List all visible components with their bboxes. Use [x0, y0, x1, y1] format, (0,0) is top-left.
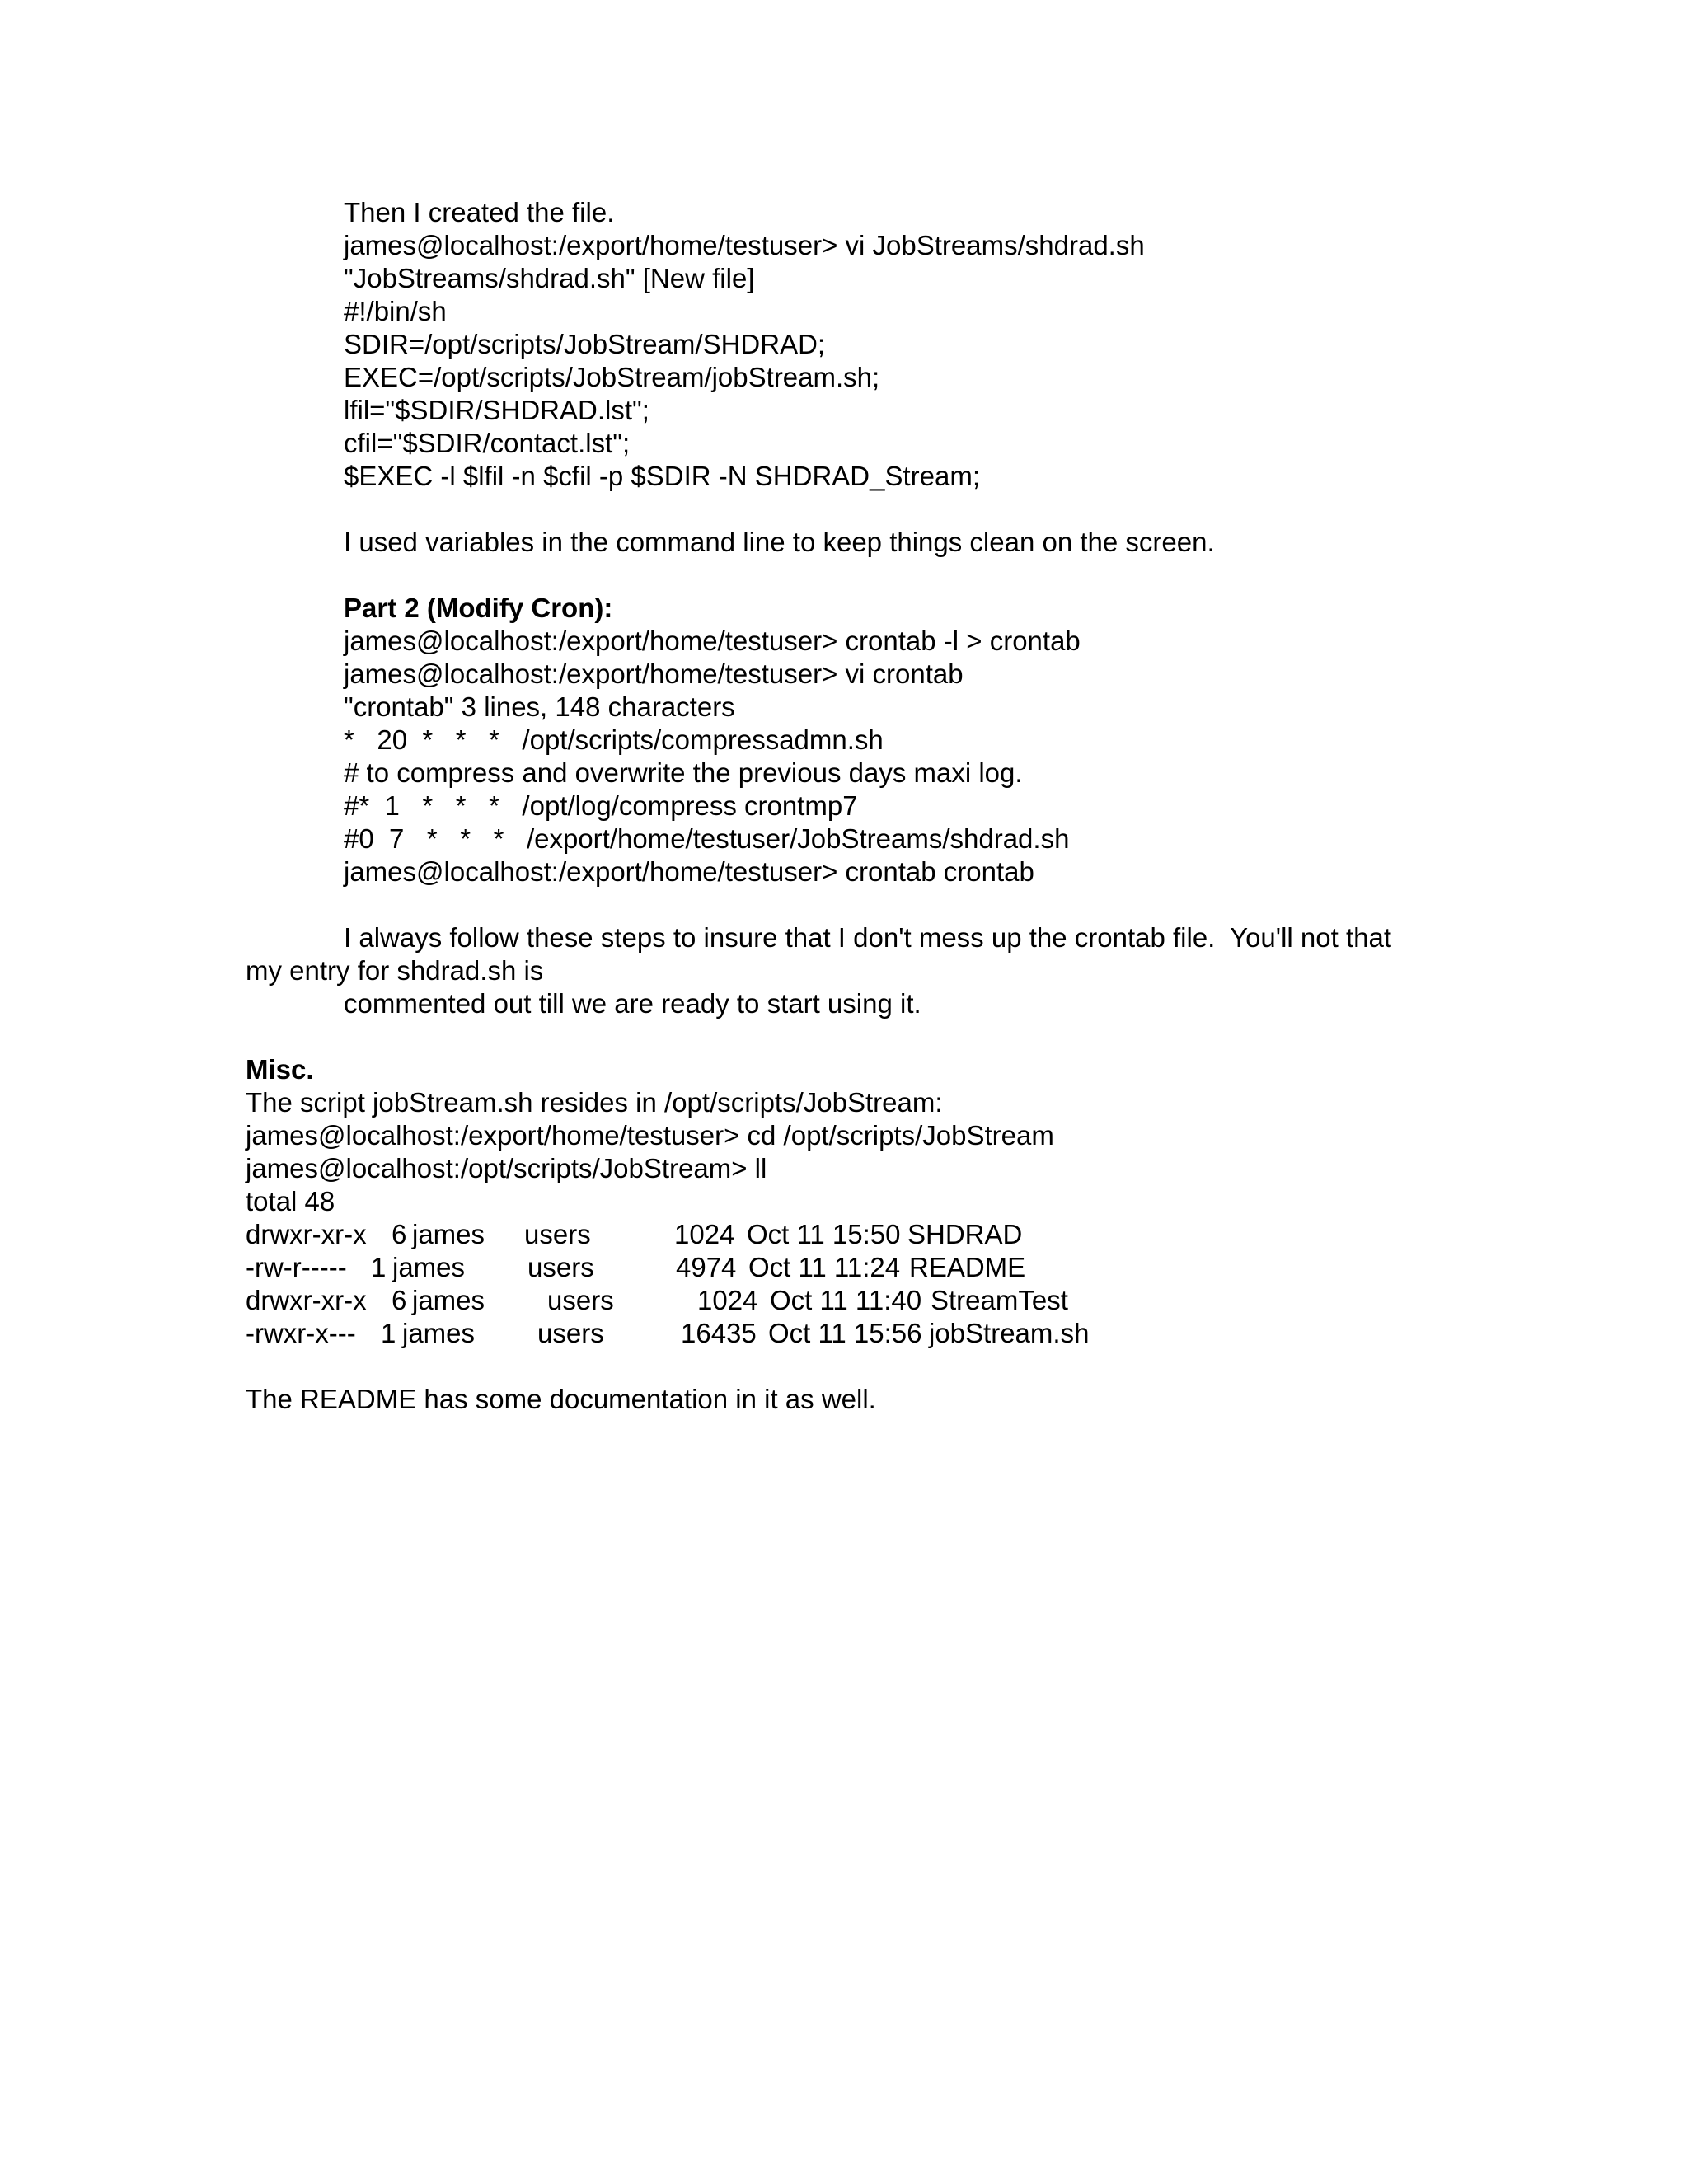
- listing-perms: drwxr-xr-x: [246, 1285, 367, 1315]
- script-line: cfil="$SDIR/contact.lst";: [344, 428, 631, 458]
- listing-size: 1024: [697, 1285, 758, 1315]
- listing-group: users: [528, 1252, 594, 1282]
- listing-owner: james: [402, 1318, 476, 1348]
- listing-perms: drwxr-xr-x: [246, 1219, 367, 1249]
- crontab-paragraph-line2: my entry for shdrad.sh is: [246, 955, 544, 986]
- listing-date: Oct 11 11:40: [770, 1285, 922, 1315]
- misc-line: The script jobStream.sh resides in /opt/scripts/JobStream:: [246, 1087, 943, 1118]
- misc-line: james@localhost:/opt/scripts/JobStream> ll: [246, 1153, 767, 1183]
- cron-line: james@localhost:/export/home/testuser> crontab -l > crontab: [344, 626, 1081, 656]
- script-line: $EXEC -l $lfil -n $cfil -p $SDIR -N SHDRAD_Stream;: [344, 461, 981, 491]
- script-line: #!/bin/sh: [344, 296, 447, 326]
- new-file-status: "JobStreams/shdrad.sh" [New file]: [344, 263, 755, 293]
- listing-owner: james: [392, 1252, 466, 1282]
- intro-text: Then I created the file.: [344, 197, 615, 227]
- listing-name: StreamTest: [931, 1285, 1068, 1315]
- listing-date: Oct 11 15:56: [768, 1318, 922, 1348]
- listing-links: 1: [381, 1318, 396, 1348]
- script-line: SDIR=/opt/scripts/JobStream/SHDRAD;: [344, 329, 826, 359]
- misc-line: total 48: [246, 1186, 335, 1216]
- listing-name: jobStream.sh: [929, 1318, 1090, 1348]
- vi-command-line: james@localhost:/export/home/testuser> vi JobStreams/shdrad.sh: [344, 230, 1145, 260]
- listing-group: users: [524, 1219, 591, 1249]
- listing-size: 1024: [674, 1219, 735, 1249]
- listing-perms: -rwxr-x---: [246, 1318, 356, 1348]
- part2-heading: Part 2 (Modify Cron):: [344, 593, 613, 623]
- cron-line: #0 7 * * * /export/home/testuser/JobStreams/shdrad.sh: [344, 823, 1070, 854]
- listing-group: users: [547, 1285, 614, 1315]
- cron-line: james@localhost:/export/home/testuser> vi crontab: [344, 658, 964, 689]
- listing-links: 6: [392, 1285, 407, 1315]
- cron-line: #* 1 * * * /opt/log/compress crontmp7: [344, 790, 858, 821]
- listing-size: 16435: [681, 1318, 757, 1348]
- listing-perms: -rw-r-----: [246, 1252, 347, 1282]
- listing-owner: james: [412, 1285, 485, 1315]
- listing-owner: james: [412, 1219, 485, 1249]
- cron-line: james@localhost:/export/home/testuser> crontab crontab: [344, 856, 1034, 887]
- misc-line: james@localhost:/export/home/testuser> cd /opt/scripts/JobStream: [246, 1120, 1054, 1151]
- variables-note: I used variables in the command line to keep things clean on the screen.: [344, 527, 1215, 557]
- listing-links: 6: [392, 1219, 407, 1249]
- misc-heading: Misc.: [246, 1054, 314, 1085]
- listing-date: Oct 11 11:24: [748, 1252, 901, 1282]
- listing-date: Oct 11 15:50: [747, 1219, 901, 1249]
- listing-group: users: [537, 1318, 604, 1348]
- listing-links: 1: [371, 1252, 387, 1282]
- listing-name: SHDRAD: [907, 1219, 1023, 1249]
- cron-line: "crontab" 3 lines, 148 characters: [344, 691, 735, 722]
- cron-line: * 20 * * * /opt/scripts/compressadmn.sh: [344, 724, 884, 755]
- listing-size: 4974: [676, 1252, 737, 1282]
- crontab-paragraph-line1: I always follow these steps to insure that I don't mess up the crontab file. You'll not that: [344, 922, 1391, 953]
- script-line: EXEC=/opt/scripts/JobStream/jobStream.sh;: [344, 362, 880, 392]
- closing-text: The README has some documentation in it as well.: [246, 1384, 876, 1414]
- script-line: lfil="$SDIR/SHDRAD.lst";: [344, 395, 649, 425]
- listing-name: README: [909, 1252, 1026, 1282]
- crontab-paragraph-line3: commented out till we are ready to start using it.: [344, 988, 921, 1019]
- cron-line: # to compress and overwrite the previous days maxi log.: [344, 757, 1023, 788]
